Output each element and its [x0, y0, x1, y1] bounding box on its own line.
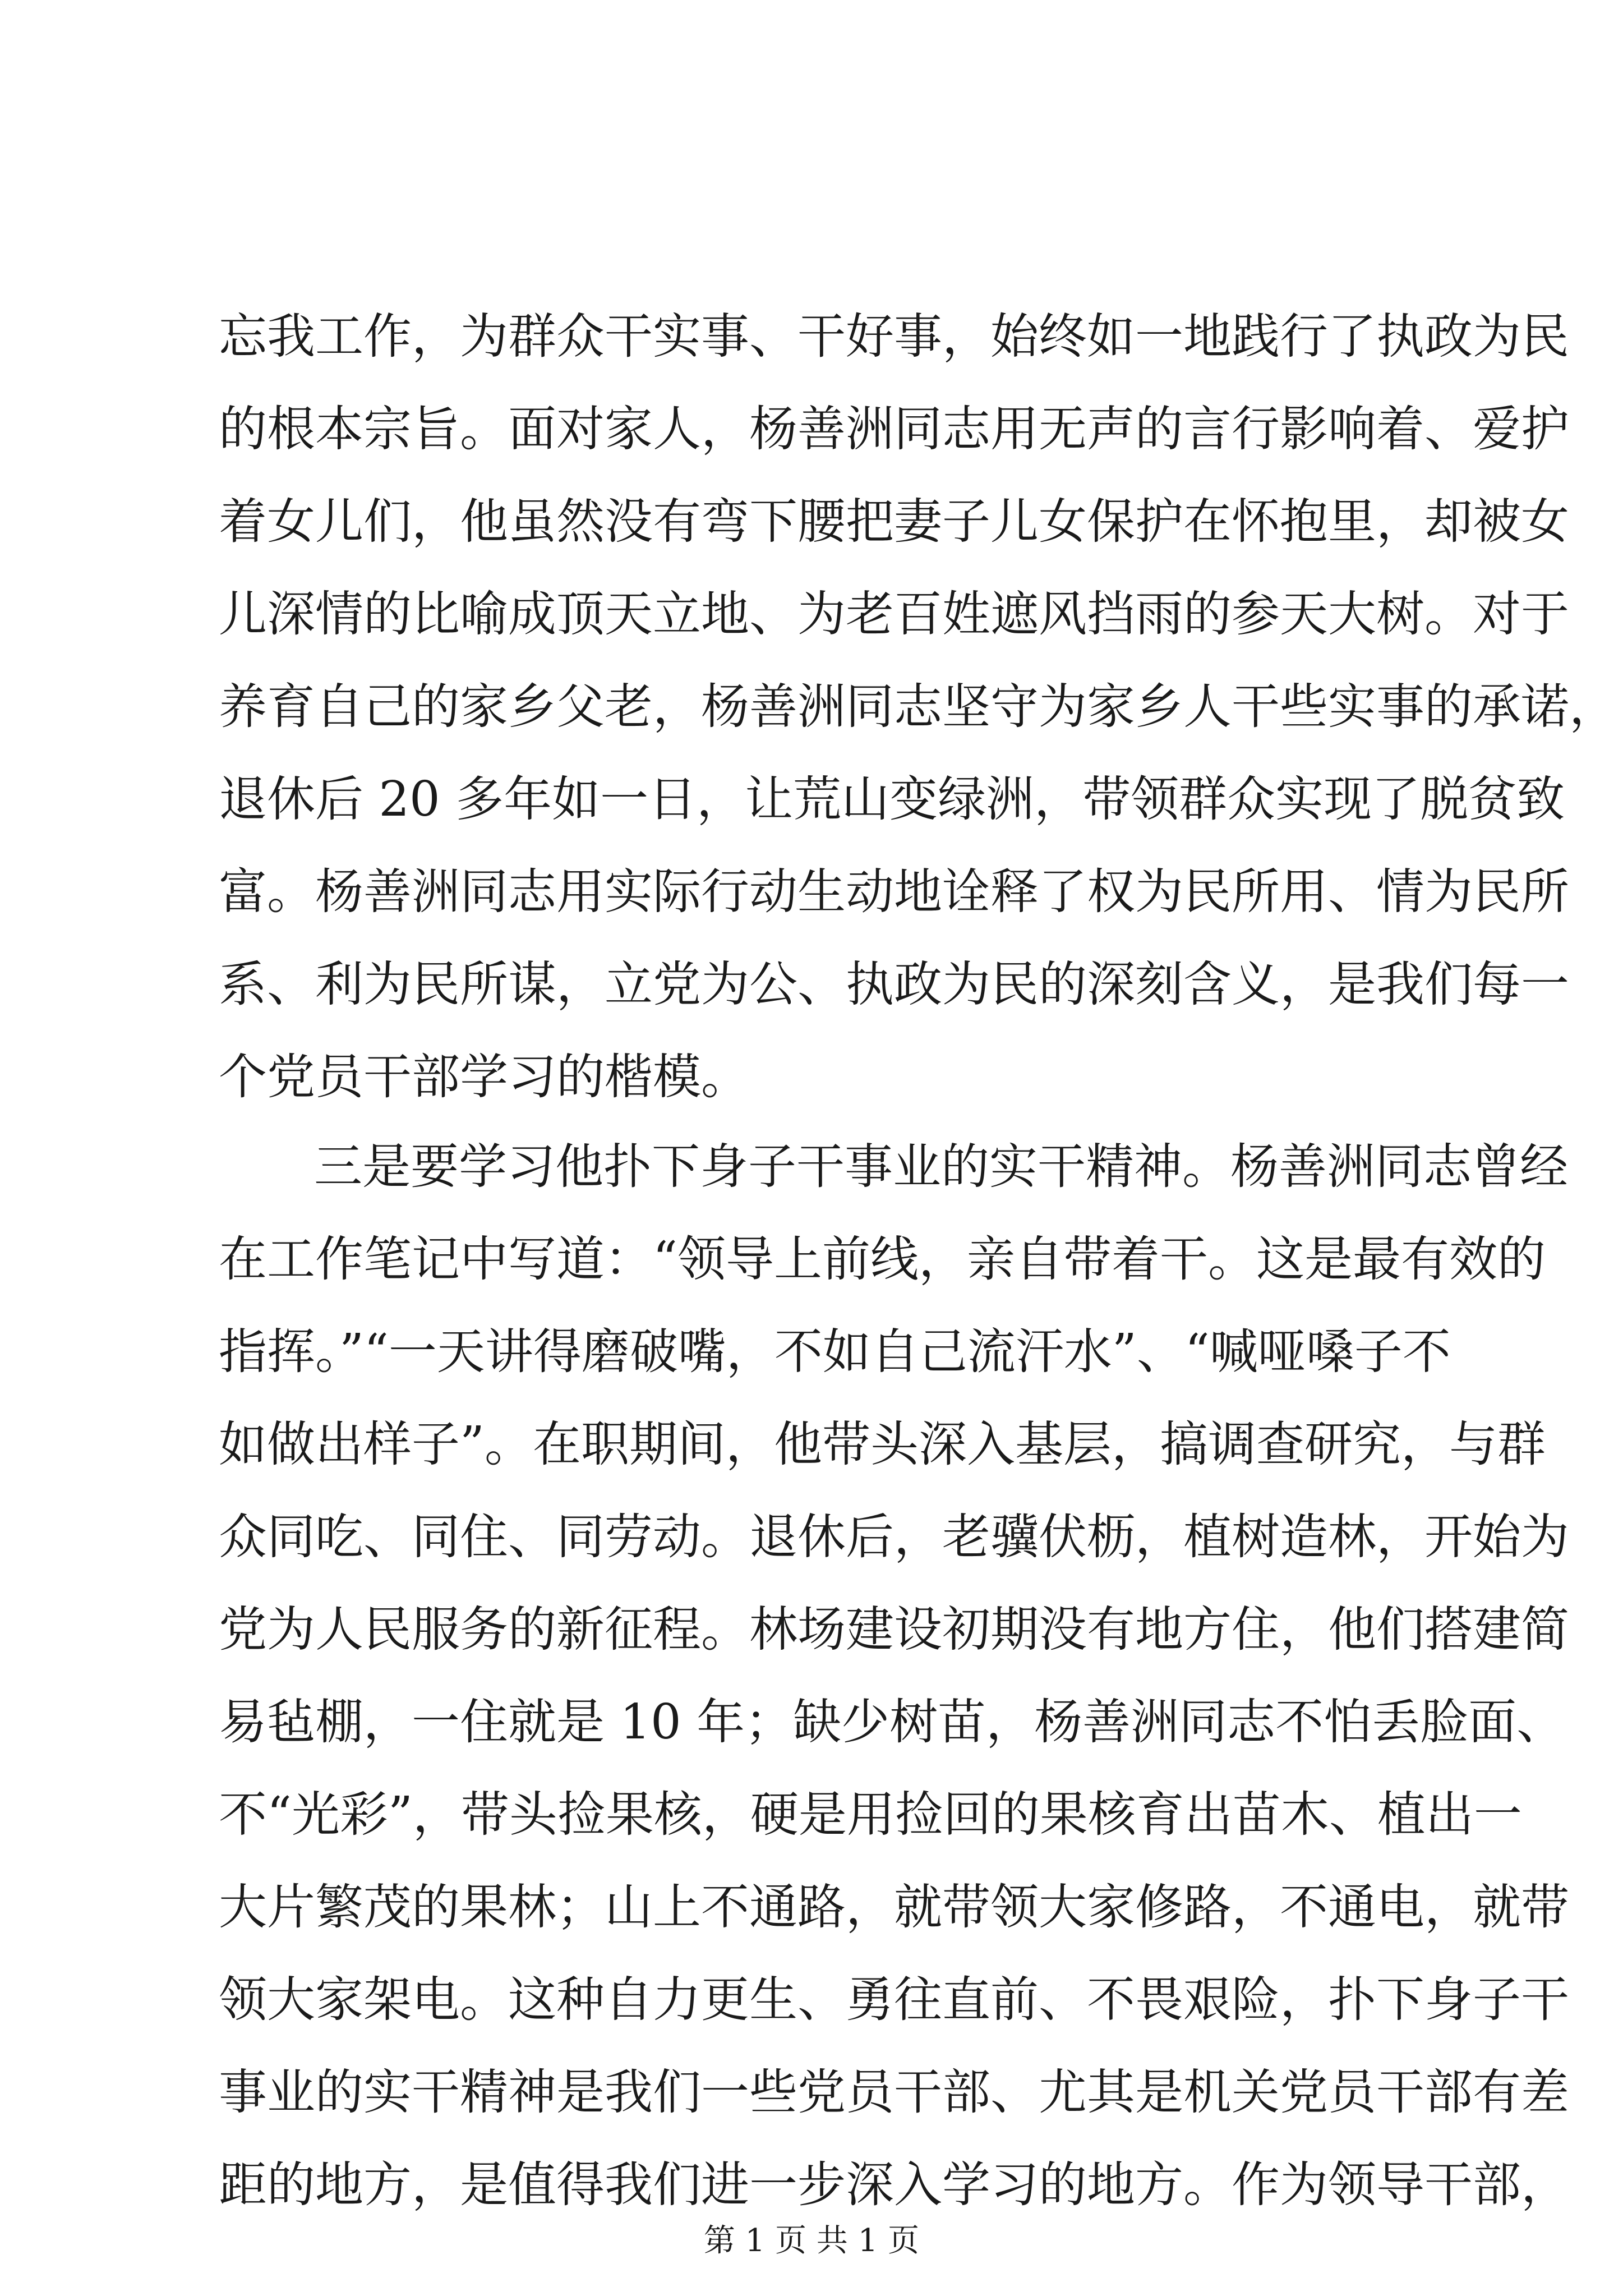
paragraph-2-line-2: 在工作笔记中写道：“领导上前线，亲自带着干。这是最有效的	[219, 1231, 1546, 1287]
paragraph-2-line-8: 不“光彩”，带头捡果核，硬是用捡回的果核育出苗木、植出一	[219, 1787, 1522, 1843]
paragraph-1-line-7: 富。杨善洲同志用实际行动生动地诠释了权为民所用、情为民所	[219, 864, 1569, 920]
page-footer: 第 1 页 共 1 页	[703, 2223, 920, 2259]
paragraph-2-line-6: 党为人民服务的新征程。林场建设初期没有地方住，他们搭建简	[219, 1602, 1569, 1658]
paragraph-1-line-9: 个党员干部学习的楷模。	[219, 1049, 749, 1105]
paragraph-1-line-8: 系、利为民所谋，立党为公、执政为民的深刻含义，是我们每一	[219, 956, 1569, 1013]
paragraph-2-line-11: 事业的实干精神是我们一些党员干部、尤其是机关党员干部有差	[219, 2064, 1569, 2120]
paragraph-1-line-2: 的根本宗旨。面对家人，杨善洲同志用无声的言行影响着、爱护	[219, 401, 1569, 457]
paragraph-2-line-3: 指挥。”“一天讲得磨破嘴，不如自己流汗水”、“喊哑嗓子不	[219, 1324, 1451, 1380]
paragraph-2-line-4: 如做出样子”。在职期间，他带头深入基层，搞调查研究，与群	[219, 1416, 1546, 1473]
paragraph-1-line-5: 养育自己的家乡父老，杨善洲同志坚守为家乡人干些实事的承诺，	[219, 679, 1617, 735]
paragraph-1-line-6: 退休后 20 多年如一日，让荒山变绿洲，带领群众实现了脱贫致	[219, 771, 1565, 827]
paragraph-1-line-4: 儿深情的比喻成顶天立地、为老百姓遮风挡雨的参天大树。对于	[219, 586, 1569, 642]
paragraph-2-line-12: 距的地方，是值得我们进一步深入学习的地方。作为领导干部，	[219, 2157, 1569, 2213]
paragraph-2-line-7: 易毡棚，一住就是 10 年；缺少树苗，杨善洲同志不怕丢脸面、	[219, 1694, 1565, 1750]
paragraph-1-line-3: 着女儿们，他虽然没有弯下腰把妻子儿女保护在怀抱里，却被女	[219, 494, 1569, 550]
paragraph-2-line-5: 众同吃、同住、同劳动。退休后，老骥伏枥，植树造林，开始为	[219, 1509, 1569, 1565]
paragraph-2-line-9: 大片繁茂的果林；山上不通路，就带领大家修路，不通电，就带	[219, 1879, 1569, 1935]
paragraph-1-line-1: 忘我工作，为群众干实事、干好事，始终如一地践行了执政为民	[219, 309, 1569, 365]
paragraph-2-line-1: 三是要学习他扑下身子干事业的实干精神。杨善洲同志曾经	[314, 1139, 1568, 1195]
paragraph-2-line-10: 领大家架电。这种自力更生、勇往直前、不畏艰险，扑下身子干	[219, 1972, 1569, 2028]
